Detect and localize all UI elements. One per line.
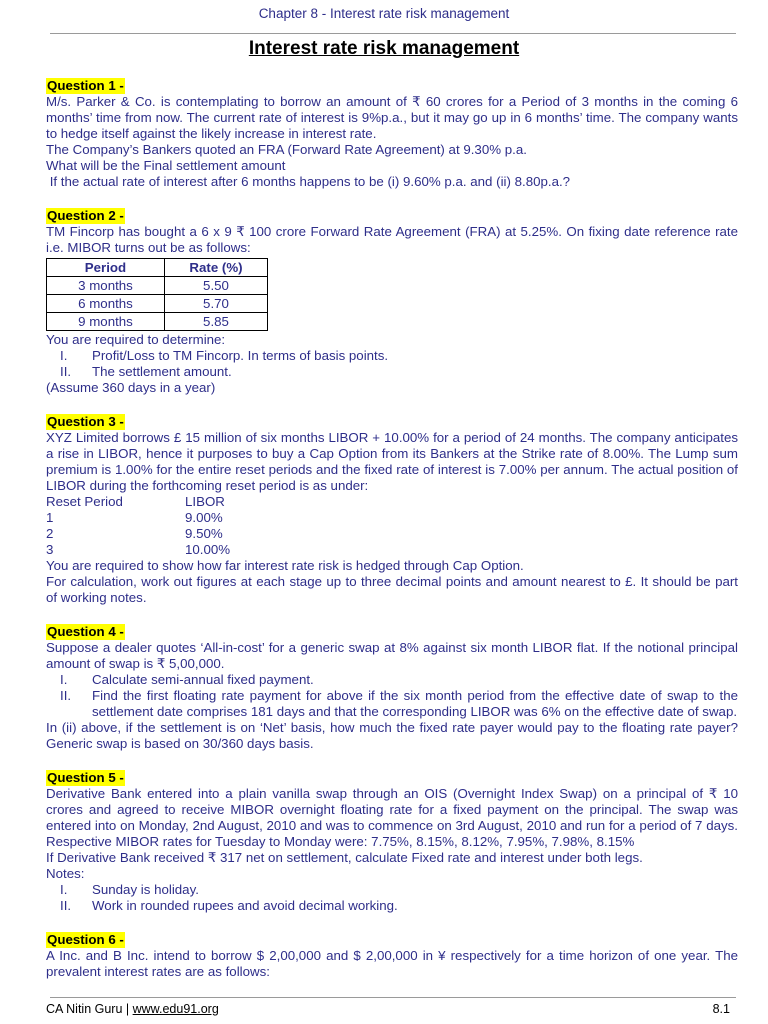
footer-author: CA Nitin Guru | — [46, 1002, 133, 1016]
table-header: Rate (%) — [165, 259, 268, 277]
footer-website-link[interactable]: www.edu91.org — [132, 1002, 219, 1016]
table-row — [47, 295, 268, 313]
table-row — [47, 277, 268, 295]
table-cell: 5.50 — [165, 277, 268, 295]
list-item — [46, 898, 738, 914]
table-cell: 2 — [46, 526, 54, 541]
q2-paragraph-2: You are required to determine: — [46, 332, 226, 347]
q5-paragraph-2: If Derivative Bank received ₹ 317 net on settlement, calculate Fixed rate and interest under both legs. — [46, 850, 643, 865]
footer-divider — [50, 997, 736, 998]
header-divider — [50, 33, 736, 34]
table-cell: 3 — [46, 542, 54, 557]
list-item-text: Work in rounded rupees and avoid decimal working. — [92, 898, 398, 913]
q2-requirements-list — [46, 348, 738, 380]
question-4-label: Question 4 - — [47, 624, 124, 639]
question-3 — [46, 413, 738, 606]
mibor-rate-table — [46, 258, 268, 331]
q2-paragraph-1: TM Fincorp has bought a 6 x 9 ₹ 100 crore Forward Rate Agreement (FRA) at 5.25%. On fixing date reference rate i.e. MIBOR turns out be as follows: — [46, 224, 738, 255]
list-item — [46, 364, 738, 380]
q2-paragraph-3: (Assume 360 days in a year) — [46, 380, 216, 395]
table-row — [46, 526, 738, 542]
q6-paragraph-1: A Inc. and B Inc. intend to borrow $ 2,00,000 and $ 2,00,000 in ¥ respectively for a time horizon of one year. The prevalent interest rates are as follows: — [46, 948, 738, 979]
question-2 — [46, 207, 738, 396]
list-item — [46, 672, 738, 688]
table-header-row — [46, 494, 738, 510]
table-cell: 9 months — [47, 313, 165, 331]
q5-notes-list — [46, 882, 738, 914]
list-item-text: Sunday is holiday. — [92, 882, 199, 897]
q4-paragraph-1: Suppose a dealer quotes ‘All-in-cost’ for a generic swap at 8% against six month LIBOR flat. If the notional principal amount of swap is ₹ 5,00,000. — [46, 640, 738, 671]
q3-paragraph-3: For calculation, work out figures at each stage up to three decimal points and amount nearest to £. It should be part of working notes. — [46, 574, 738, 605]
list-item-number: II. — [60, 898, 72, 913]
q1-paragraph-1: M/s. Parker & Co. is contemplating to borrow an amount of ₹ 60 crores for a Period of 3 months in the coming 6 months’ time from now. The current rate of interest is 9%p.a., but it may go up in 6 months’ time. The company wants to hedge itself against the likely increase in interest rate. — [46, 94, 738, 141]
question-1-label: Question 1 - — [47, 78, 124, 93]
running-header: Chapter 8 - Interest rate risk management — [258, 6, 510, 21]
q4-requirements-list — [46, 672, 738, 720]
table-row — [47, 313, 268, 331]
q4-paragraph-2: In (ii) above, if the settlement is on ‘Net’ basis, how much the fixed rate payer would pay to the floating rate payer? Generic swap is based on 30/360 days basis. — [46, 720, 738, 751]
list-item-number: II. — [60, 688, 72, 703]
question-4 — [46, 623, 738, 752]
q1-paragraph-4: If the actual rate of interest after 6 months happens to be (i) 9.60% p.a. and (ii) 8.80p.a.? — [46, 174, 571, 189]
list-item-number: I. — [60, 882, 68, 897]
table-cell: 5.85 — [165, 313, 268, 331]
table-row — [46, 542, 738, 558]
list-item-number: I. — [60, 672, 68, 687]
question-5 — [46, 769, 738, 914]
page-title: Interest rate risk management — [248, 38, 520, 59]
question-5-label: Question 5 - — [47, 770, 124, 785]
question-6-label: Question 6 - — [47, 932, 124, 947]
q1-paragraph-2: The Company’s Bankers quoted an FRA (Forward Rate Agreement) at 9.30% p.a. — [46, 142, 527, 157]
list-item — [46, 688, 738, 720]
q1-paragraph-3: What will be the Final settlement amount — [46, 158, 286, 173]
table-header: Reset Period — [46, 494, 123, 509]
list-item-text: The settlement amount. — [92, 364, 232, 379]
table-header: LIBOR — [185, 494, 225, 509]
list-item — [46, 882, 738, 898]
list-item-text: Calculate semi-annual fixed payment. — [92, 672, 314, 687]
q3-paragraph-2: You are required to show how far interest rate risk is hedged through Cap Option. — [46, 558, 524, 573]
table-cell: 1 — [46, 510, 54, 525]
list-item-text: Find the first floating rate payment for above if the six month period from the effective date of swap to the settlement date comprises 181 days and that the corresponding LIBOR was 6% on the effective date of swap. — [92, 688, 738, 719]
question-6 — [46, 931, 738, 980]
q3-paragraph-1: XYZ Limited borrows £ 15 million of six months LIBOR + 10.00% for a period of 24 months. The company anticipates a rise in LIBOR, hence it purposes to buy a Cap Option from its Bankers at the Strike rate of 8.00%. The Lump sum premium is 1.00% for the entire reset periods and the fixed rate of interest is 7.00% per annum. The actual position of LIBOR during the forthcoming reset period is as under: — [46, 430, 738, 493]
table-cell: 3 months — [47, 277, 165, 295]
list-item — [46, 348, 738, 364]
list-item-number: II. — [60, 364, 72, 379]
list-item-number: I. — [60, 348, 68, 363]
table-cell: 5.70 — [165, 295, 268, 313]
q5-paragraph-3: Notes: — [46, 866, 85, 881]
q5-paragraph-1: Derivative Bank entered into a plain vanilla swap through an OIS (Overnight Index Swap) on a principal of ₹ 10 crores and agreed to receive MIBOR overnight floating rate for a fixed payment on the principal. The swap was entered into on Monday, 2nd August, 2010 and was to commence on 3rd August, 2010 and run for a period of 7 days. Respective MIBOR rates for Tuesday to Monday were: 7.75%, 8.15%, 8.12%, 7.95%, 7.98%, 8.15% — [46, 786, 738, 849]
table-cell: 9.50% — [185, 526, 223, 541]
list-item-text: Profit/Loss to TM Fincorp. In terms of basis points. — [92, 348, 389, 363]
footer-credit — [46, 1002, 219, 1016]
table-header-row — [47, 259, 268, 277]
question-2-label: Question 2 - — [47, 208, 124, 223]
page-number: 8.1 — [712, 1002, 730, 1016]
table-row — [46, 510, 738, 526]
table-header: Period — [47, 259, 165, 277]
question-1 — [46, 77, 738, 190]
question-3-label: Question 3 - — [47, 414, 124, 429]
document-body — [46, 77, 738, 980]
table-cell: 9.00% — [185, 510, 223, 525]
table-cell: 10.00% — [185, 542, 231, 557]
libor-table — [46, 494, 738, 558]
table-cell: 6 months — [47, 295, 165, 313]
